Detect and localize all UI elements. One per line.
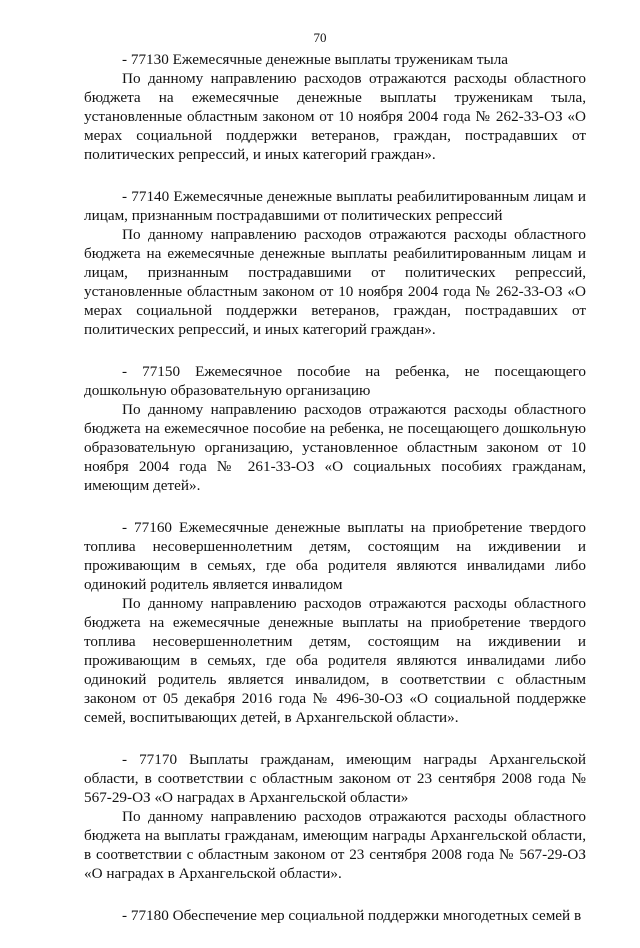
page-number: 70 — [313, 30, 327, 45]
section-77160 — [84, 518, 586, 727]
section-heading: - 77170 Выплаты гражданам, имеющим награды Архангельской области, в соответствии с областным законом от 23 сентября 2008 года № 567-29-ОЗ «О наградах в Архангельской области» — [84, 751, 586, 806]
section-paragraph: По данному направлению расходов отражаются расходы областного бюджета на ежемесячные денежные выплаты на приобретение твердого топлива несовершеннолетним детям, состоящим на иждивении и проживающим в семьях, где оба родителя являются инвалидами либо одинокий родитель является инвалидом, в соответствии с областным законом от 05 декабря 2016 года № 496-30-ОЗ «О социальной поддержке семей, воспитывающих детей, в Архангельской области». — [84, 595, 586, 726]
section-paragraph: По данному направлению расходов отражаются расходы областного бюджета на ежемесячные денежные выплаты реабилитированным лицам и лицам, признанным пострадавшими от политических репрессий, установленные областным законом от 10 ноября 2004 года № 262-33-ОЗ «О мерах социальной поддержки ветеранов, граждан, пострадавших от политических репрессий, и иных категорий граждан». — [84, 226, 586, 338]
section-paragraph: По данному направлению расходов отражаются расходы областного бюджета на ежемесячные денежные выплаты труженикам тыла, установленные областным законом от 10 ноября 2004 года № 262-33-ОЗ «О мерах социальной поддержки ветеранов, граждан, пострадавших от политических репрессий, и иных категорий граждан». — [84, 70, 586, 163]
section-heading: - 77150 Ежемесячное пособие на ребенка, не посещающего дошкольную образовательную организацию — [84, 363, 586, 399]
section-77150 — [84, 362, 586, 495]
section-heading: - 77140 Ежемесячные денежные выплаты реабилитированным лицам и лицам, признанным пострадавшими от политических репрессий — [84, 188, 586, 224]
section-paragraph: По данному направлению расходов отражаются расходы областного бюджета на ежемесячное пособие на ребенка, не посещающего дошкольную образовательную организацию, установленное областным законом от 10 ноября 2004 года № 261-33-ОЗ «О социальных пособиях гражданам, имеющим детей». — [84, 401, 586, 494]
section-77140 — [84, 187, 586, 339]
section-heading: - 77180 Обеспечение мер социальной поддержки многодетных семей в — [122, 907, 582, 924]
section-paragraph: По данному направлению расходов отражаются расходы областного бюджета на выплаты гражданам, имеющим награды Архангельской области, в соответствии с областным законом от 23 сентября 2008 года № 567-29-ОЗ «О наградах в Архангельской области». — [84, 808, 586, 882]
section-77180 — [84, 906, 586, 925]
section-77130 — [84, 50, 586, 164]
document-body — [84, 50, 586, 948]
section-heading: - 77160 Ежемесячные денежные выплаты на приобретение твердого топлива несовершеннолетним детям, состоящим на иждивении и проживающим в семьях, где оба родителя являются инвалидами либо одинокий родитель является инвалидом — [84, 519, 586, 593]
section-heading: - 77130 Ежемесячные денежные выплаты труженикам тыла — [122, 51, 509, 68]
section-77170 — [84, 750, 586, 883]
